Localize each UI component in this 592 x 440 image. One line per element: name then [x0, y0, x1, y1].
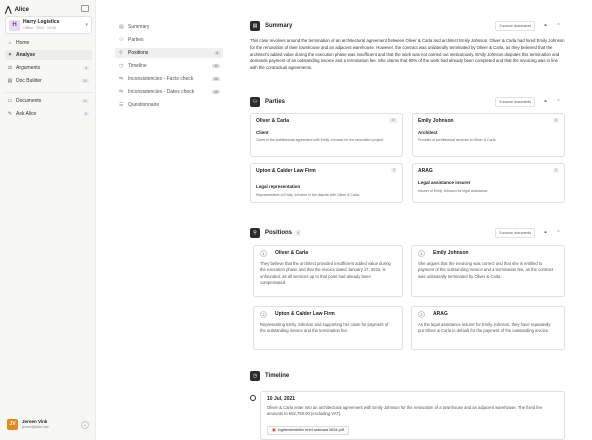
- collapse-sidebar-icon[interactable]: [81, 5, 89, 12]
- section-label: Parties: [128, 37, 144, 43]
- party-count: 3: [555, 168, 557, 172]
- positions-header: [250, 228, 565, 240]
- pdf-icon: ▣: [272, 428, 276, 432]
- nav-label: Doc Builder: [16, 78, 42, 84]
- chevron-up-icon[interactable]: ⌃: [556, 23, 561, 29]
- doc-builder-icon: ▤: [7, 78, 13, 84]
- party-count: 10: [391, 118, 395, 122]
- position-number: 1: [418, 250, 425, 257]
- nav-label: Home: [16, 40, 30, 46]
- timeline-icon: ◷: [119, 63, 124, 69]
- section-title: Timeline: [265, 373, 290, 379]
- avatar: JV: [7, 419, 18, 430]
- summary-header: [250, 21, 565, 33]
- summary-icon: ▤: [250, 21, 260, 31]
- link-icon[interactable]: ⚭: [543, 230, 548, 236]
- section-count: 4: [216, 51, 218, 55]
- workspace-switcher[interactable]: [5, 16, 92, 34]
- workspace-subtitle: Offline · 2024 · 10:06: [23, 26, 56, 30]
- ask-alice-icon: ✎: [7, 111, 13, 117]
- position-text: Representing Emily Johnson and supporting her claim for payment of the outstanding invoice and the termination fee.: [260, 322, 389, 334]
- user-email: jeroen@alice.law: [22, 425, 49, 429]
- source-documents-button[interactable]: 5 source documents: [495, 97, 535, 107]
- nav-count: 0: [85, 112, 87, 116]
- nav-item-documents[interactable]: [5, 96, 92, 106]
- section-label: Timeline: [128, 63, 147, 69]
- app-name: Alice: [14, 6, 29, 13]
- section-nav-questionnaire[interactable]: [115, 100, 223, 110]
- party-role: Architect: [418, 130, 438, 135]
- section-nav-timeline[interactable]: [115, 61, 223, 71]
- party-count: 6: [555, 118, 557, 122]
- chevron-down-icon: ▾: [85, 22, 88, 28]
- party-role: Legal representation: [256, 184, 301, 189]
- section-title: Parties: [265, 99, 286, 105]
- timeline-icon: ◷: [250, 371, 260, 381]
- inconsistency-icon: ⇋: [119, 76, 124, 82]
- party-count: 2: [393, 168, 395, 172]
- party-desc: Client of the architectural agreement with Emily Johnson for the renovation project.: [256, 138, 385, 142]
- section-count: 11: [214, 64, 218, 68]
- nav-count: 10: [83, 79, 87, 83]
- section-nav-dates-check[interactable]: [115, 87, 223, 97]
- inconsistency-icon: ⇋: [119, 89, 124, 95]
- party-desc: Representative of Emily Johnson in the dispute with Oliver & Carla.: [256, 193, 360, 197]
- nav-item-analyse[interactable]: [5, 50, 92, 60]
- section-title: Positions: [265, 230, 293, 236]
- user-profile[interactable]: [5, 418, 92, 433]
- party-name: ARAG: [418, 168, 433, 174]
- section-title: Summary: [265, 23, 293, 29]
- position-party: Upton & Calder Law Firm: [275, 311, 335, 317]
- section-label: Questionnaire: [128, 102, 160, 108]
- arguments-icon: ⚖: [7, 65, 13, 71]
- position-card[interactable]: [253, 245, 403, 297]
- section-count: 13: [214, 77, 218, 81]
- section-nav-facts-check[interactable]: [115, 74, 223, 84]
- nav-count: 11: [83, 99, 87, 103]
- section-nav-summary[interactable]: [115, 22, 223, 32]
- questionnaire-icon: ☰: [119, 102, 124, 108]
- position-number: 2: [418, 311, 425, 318]
- section-label: Summary: [128, 24, 150, 30]
- documents-icon: ▭: [7, 98, 13, 104]
- section-label: Inconsistencies - Facts check: [128, 76, 194, 82]
- chevron-up-icon[interactable]: ⌃: [556, 230, 561, 236]
- home-icon: ⌂: [8, 40, 12, 46]
- event-text: Oliver & Carla enter into an architectural agreement with Emily Johnson for the renovation of a townhouse and an adjacent warehouse. The fixed fee amounts to €52,750.00 (excluding VAT).: [267, 405, 543, 417]
- nav-label: Arguments: [16, 65, 41, 71]
- section-label: Inconsistencies - Dates check: [128, 89, 195, 95]
- nav-item-ask-alice[interactable]: [5, 109, 92, 119]
- position-party: ARAG: [433, 311, 448, 317]
- position-party: Oliver & Carla: [275, 250, 309, 256]
- parties-icon: ⚇: [119, 37, 124, 43]
- position-text: She argues that the invoicing was correct and that she is entitled to payment of the outstanding invoice and a termination fee, as the contract was unilaterally terminated by Oliver & Carla.: [418, 261, 554, 279]
- party-card[interactable]: [250, 163, 403, 203]
- section-nav-parties[interactable]: [115, 35, 223, 45]
- workspace-avatar: H: [9, 20, 20, 31]
- positions-icon: ⚲: [119, 50, 123, 56]
- summary-text: This case revolves around the termination of an architectural agreement between Oliver & Carla and architect Emily Johnson. Oliver & Carla had hired Emily Johnson for the renovation of their townhouse and an adjacent warehouse. However, the contract was unilaterally terminated by Oliver & Carla, as they believed that the architect's added value during the execution phase was insufficient and that the work was not carried out meticulously. Emily Johnson disputes this termination and demands payment of an outstanding invoice and a termination fee. She claims that 90% of the work had already been completed and that the invoicing was in line with the contractual agreements.: [250, 38, 565, 71]
- position-card[interactable]: [411, 245, 565, 297]
- timeline-event[interactable]: [260, 391, 565, 440]
- analyse-icon: ✦: [7, 52, 13, 58]
- summary-icon: ▤: [119, 24, 124, 30]
- party-name: Emily Johnson: [418, 118, 454, 124]
- source-documents-button[interactable]: 2 source documents: [495, 21, 535, 31]
- main-content: [250, 0, 570, 440]
- party-name: Oliver & Carla: [256, 118, 290, 124]
- divider: [5, 92, 92, 93]
- party-name: Upton & Calder Law Firm: [256, 168, 316, 174]
- parties-header: [250, 97, 565, 109]
- nav-item-doc-builder[interactable]: [5, 76, 92, 86]
- user-name: Jeroen Vink: [22, 419, 48, 424]
- source-documents-button[interactable]: 5 source documents: [495, 228, 535, 238]
- chevron-up-icon[interactable]: ⌃: [556, 99, 561, 105]
- party-card[interactable]: [412, 163, 565, 203]
- party-desc: Provider of architectural services to Oliver & Carla.: [418, 138, 497, 142]
- sidebar: [0, 0, 96, 440]
- position-number: 1: [260, 250, 267, 257]
- nav-label: Documents: [16, 98, 42, 104]
- link-icon[interactable]: ⚭: [543, 23, 548, 29]
- positions-icon: ⚲: [250, 228, 260, 238]
- party-card[interactable]: [250, 113, 403, 157]
- positions-count: 4: [297, 231, 299, 235]
- workspace-name: Harry Logistics: [23, 19, 60, 25]
- position-text: As the legal assistance insurer for Emily Johnson, they have repeatedly put Oliver & Carla in default for the payment of the outstanding invoice.: [418, 322, 551, 334]
- position-text: They believe that the architect provided insufficient added value during the execution phase and that the invoice dated January 17, 2024, is unfounded, as all services up to that point had already been compensated.: [260, 261, 391, 286]
- position-number: 2: [260, 311, 267, 318]
- section-nav-positions[interactable]: [115, 48, 223, 58]
- more-options-icon[interactable]: ⌄: [81, 421, 89, 429]
- nav-count: 4: [85, 66, 87, 70]
- nav-item-arguments[interactable]: [5, 63, 92, 73]
- position-card[interactable]: [253, 306, 403, 350]
- party-role: Client: [256, 130, 269, 135]
- alice-logo-icon: ⋀: [5, 5, 12, 14]
- link-icon[interactable]: ⚭: [543, 99, 548, 105]
- file-name: Ingebrekestellin brief antecast 0634.pdf: [277, 428, 344, 432]
- event-date: 10 Jul, 2021: [267, 396, 296, 402]
- party-card[interactable]: [412, 113, 565, 157]
- nav-label: Ask Alice: [16, 111, 37, 117]
- section-label: Positions: [128, 50, 149, 56]
- timeline-header: [250, 371, 565, 383]
- source-file-chip[interactable]: [267, 426, 349, 435]
- position-party: Emily Johnson: [433, 250, 469, 256]
- parties-icon: ⚇: [250, 97, 260, 107]
- nav-item-home[interactable]: [5, 38, 92, 48]
- party-desc: Insurer of Emily Johnson for legal assistance.: [418, 189, 489, 193]
- brand: [5, 5, 29, 14]
- nav-label: Analyse: [16, 52, 36, 58]
- timeline-dot: [250, 395, 256, 401]
- party-role: Legal assistance insurer: [418, 180, 471, 185]
- position-card[interactable]: [411, 306, 565, 350]
- section-count: 10: [214, 90, 218, 94]
